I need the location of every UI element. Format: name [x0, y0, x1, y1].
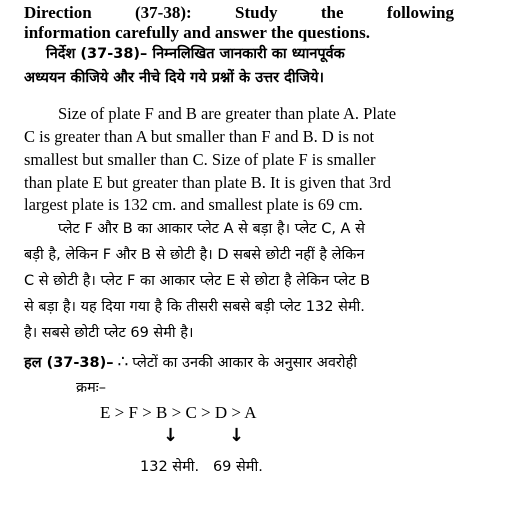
plate-values: 132 सेमी. 69 सेमी. — [140, 459, 263, 475]
hindi-paragraph-line: प्लेट F और B का आकार प्लेट A से बड़ा है। प्लेट C, A से — [58, 221, 365, 237]
arrow-down-icon: ↓ — [229, 425, 245, 446]
direction-word: Study — [235, 3, 278, 22]
solution-line-1 — [24, 352, 454, 372]
english-paragraph-line: smallest but smaller than C. Size of plate F is smaller — [24, 150, 376, 169]
arrow-down-icon: ↓ — [163, 425, 179, 446]
direction-line-1 — [24, 3, 454, 23]
direction-line-2: information carefully and answer the questions. — [24, 23, 371, 42]
english-paragraph-line: largest plate is 132 cm. and smallest plate is 69 cm. — [24, 195, 363, 214]
direction-word: Direction — [24, 3, 92, 22]
therefore-symbol: ∴ — [117, 352, 129, 372]
direction-word: following — [386, 3, 454, 22]
english-paragraph-line: C is greater than A but smaller than F and B. D is not — [24, 127, 375, 146]
solution-label: हल (37-38)– — [24, 355, 114, 371]
hindi-paragraph-line: से बड़ा है। यह दिया गया है कि तीसरी सबसे बड़ी प्लेट 132 सेमी. — [24, 299, 365, 315]
size-order: E > F > B > C > D > A — [100, 403, 257, 422]
hindi-paragraph-line: है। सबसे छोटी प्लेट 69 सेमी है। — [24, 325, 194, 341]
english-paragraph-line: than plate E but greater than plate B. It is given that 3rd — [24, 173, 392, 192]
direction-word: (37-38): — [135, 3, 192, 22]
hindi-direction-line-2: अध्ययन कीजिये और नीचे दिये गये प्रश्नों के उत्तर दीजिये। — [24, 70, 325, 86]
english-paragraph-line: Size of plate F and B are greater than plate A. Plate — [58, 104, 397, 123]
hindi-paragraph-line: बड़ी है, लेकिन F और B से छोटी है। D सबसे छोटी नहीं है लेकिन — [24, 247, 365, 263]
solution-line-2: क्रमः– — [76, 380, 106, 396]
hindi-paragraph-line: C से छोटी है। प्लेट F का आकार प्लेट E से छोटा है लेकिन प्लेट B — [24, 273, 371, 289]
hindi-direction-line-1: निर्देश (37-38)– निम्नलिखित जानकारी का ध्यानपूर्वक — [46, 46, 345, 62]
solution-text: प्लेटों का उनकी आकार के अनुसार अवरोही — [132, 355, 358, 371]
direction-word: the — [320, 3, 344, 22]
